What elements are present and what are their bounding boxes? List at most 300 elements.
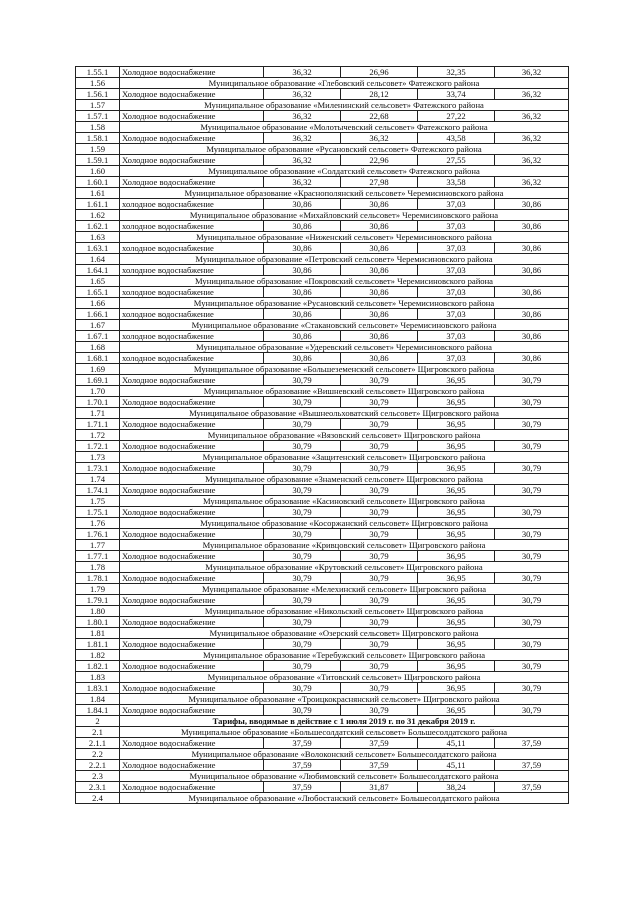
service-name: Холодное водоснабжение: [120, 573, 264, 584]
service-name: Холодное водоснабжение: [120, 375, 264, 386]
tariff-value: 30,79: [495, 419, 569, 430]
tariff-value: 37,59: [341, 760, 418, 771]
tariff-value: 36,95: [418, 397, 495, 408]
tariff-value: 33,74: [418, 89, 495, 100]
row-code: 1.78.1: [76, 573, 120, 584]
service-name: холодное водоснабжение: [120, 199, 264, 210]
service-name: Холодное водоснабжение: [120, 683, 264, 694]
tariff-value: 30,79: [495, 595, 569, 606]
municipality-name: Муниципальное образование «Ниженский сельсовет» Черемисиновского района: [120, 232, 569, 243]
row-code: 1.69: [76, 364, 120, 375]
service-name: Холодное водоснабжение: [120, 441, 264, 452]
tariff-value: 27,55: [418, 155, 495, 166]
municipality-header-row: [76, 122, 569, 133]
tariff-value: 37,59: [264, 782, 341, 793]
municipality-header-row: [76, 672, 569, 683]
tariff-value: 45,11: [418, 738, 495, 749]
municipality-name: Муниципальное образование «Молотычевский сельсовет» Фатежского района: [120, 122, 569, 133]
tariff-row: [76, 573, 569, 584]
row-code: 1.67: [76, 320, 120, 331]
tariff-value: 36,32: [264, 67, 341, 78]
tariff-value: 37,59: [264, 738, 341, 749]
tariff-value: 36,32: [264, 133, 341, 144]
municipality-header-row: [76, 793, 569, 804]
tariff-value: 30,86: [495, 221, 569, 232]
municipality-name: Муниципальное образование «Вязовский сельсовет» Щигровского района: [120, 430, 569, 441]
municipality-name: Муниципальное образование «Косоржанский сельсовет» Щигровского района: [120, 518, 569, 529]
row-code: 1.63.1: [76, 243, 120, 254]
row-code: 1.56: [76, 78, 120, 89]
tariff-value: 36,95: [418, 529, 495, 540]
tariff-row: [76, 177, 569, 188]
tariff-value: 30,86: [495, 309, 569, 320]
municipality-name: Муниципальное образование «Озерский сельсовет» Щигровского района: [120, 628, 569, 639]
tariff-value: 36,32: [495, 67, 569, 78]
row-code: 1.65: [76, 276, 120, 287]
tariff-value: 30,79: [264, 551, 341, 562]
row-code: 1.57: [76, 100, 120, 111]
municipality-header-row: [76, 474, 569, 485]
tariff-value: 30,79: [264, 595, 341, 606]
tariff-row: [76, 738, 569, 749]
tariff-value: 30,79: [495, 507, 569, 518]
municipality-header-row: [76, 364, 569, 375]
tariff-value: 30,79: [495, 463, 569, 474]
service-name: Холодное водоснабжение: [120, 155, 264, 166]
tariff-value: 36,32: [264, 177, 341, 188]
tariff-table: [75, 66, 569, 804]
tariff-value: 30,86: [495, 353, 569, 364]
tariff-value: 30,86: [341, 309, 418, 320]
tariff-row: [76, 760, 569, 771]
service-name: Холодное водоснабжение: [120, 507, 264, 518]
tariff-value: 36,95: [418, 375, 495, 386]
row-code: 1.71.1: [76, 419, 120, 430]
tariff-value: 22,96: [341, 155, 418, 166]
service-name: Холодное водоснабжение: [120, 738, 264, 749]
tariff-value: 37,03: [418, 287, 495, 298]
row-code: 1.70: [76, 386, 120, 397]
row-code: 1.75: [76, 496, 120, 507]
municipality-name: Муниципальное образование «Титовский сельсовет» Щигровского района: [120, 672, 569, 683]
tariff-value: 30,86: [341, 199, 418, 210]
row-code: 1.60.1: [76, 177, 120, 188]
tariff-row: [76, 551, 569, 562]
tariff-row: [76, 221, 569, 232]
tariff-value: 36,32: [341, 133, 418, 144]
row-code: 1.65.1: [76, 287, 120, 298]
municipality-name: Муниципальное образование «Любимовский сельсовет» Большесолдатского района: [120, 771, 569, 782]
tariff-value: 31,87: [341, 782, 418, 793]
tariff-value: 30,79: [264, 507, 341, 518]
row-code: 1.75.1: [76, 507, 120, 518]
municipality-header-row: [76, 320, 569, 331]
tariff-value: 30,79: [264, 617, 341, 628]
tariff-value: 36,95: [418, 639, 495, 650]
municipality-name: Муниципальное образование «Мелехинский сельсовет» Щигровского района: [120, 584, 569, 595]
municipality-header-row: [76, 452, 569, 463]
row-code: 1.79: [76, 584, 120, 595]
tariff-document: [75, 66, 568, 804]
service-name: холодное водоснабжение: [120, 331, 264, 342]
tariff-value: 33,58: [418, 177, 495, 188]
row-code: 1.72: [76, 430, 120, 441]
row-code: 2.3: [76, 771, 120, 782]
service-name: Холодное водоснабжение: [120, 485, 264, 496]
municipality-header-row: [76, 540, 569, 551]
tariff-value: 30,86: [495, 331, 569, 342]
tariff-value: 27,98: [341, 177, 418, 188]
service-name: Холодное водоснабжение: [120, 595, 264, 606]
tariff-value: 37,03: [418, 243, 495, 254]
service-name: Холодное водоснабжение: [120, 397, 264, 408]
row-code: 1.81.1: [76, 639, 120, 650]
municipality-name: Муниципальное образование «Михайловский сельсовет» Черемисиновского района: [120, 210, 569, 221]
tariff-value: 30,79: [341, 661, 418, 672]
municipality-header-row: [76, 298, 569, 309]
tariff-value: 30,79: [341, 617, 418, 628]
tariff-value: 37,03: [418, 199, 495, 210]
row-code: 1.84: [76, 694, 120, 705]
tariff-value: 37,03: [418, 309, 495, 320]
tariff-value: 30,79: [341, 441, 418, 452]
tariff-value: 30,86: [341, 221, 418, 232]
tariff-value: 37,59: [264, 760, 341, 771]
tariff-value: 30,79: [341, 375, 418, 386]
tariff-value: 30,79: [495, 551, 569, 562]
row-code: 1.78: [76, 562, 120, 573]
tariff-value: 30,79: [264, 397, 341, 408]
tariff-value: 30,86: [264, 353, 341, 364]
tariff-value: 30,79: [341, 529, 418, 540]
tariff-value: 30,86: [495, 265, 569, 276]
service-name: холодное водоснабжение: [120, 309, 264, 320]
tariff-value: 37,59: [495, 760, 569, 771]
tariff-value: 30,86: [341, 353, 418, 364]
tariff-row: [76, 485, 569, 496]
service-name: Холодное водоснабжение: [120, 617, 264, 628]
row-code: 1.80.1: [76, 617, 120, 628]
tariff-row: [76, 617, 569, 628]
tariff-value: 30,86: [495, 199, 569, 210]
municipality-header-row: [76, 562, 569, 573]
service-name: Холодное водоснабжение: [120, 67, 264, 78]
row-code: 1.76.1: [76, 529, 120, 540]
municipality-name: Муниципальное образование «Теребужский сельсовет» Щигровского района: [120, 650, 569, 661]
tariff-value: 30,86: [341, 265, 418, 276]
row-code: 1.84.1: [76, 705, 120, 716]
tariff-row: [76, 309, 569, 320]
tariff-value: 36,32: [495, 111, 569, 122]
row-code: 1.57.1: [76, 111, 120, 122]
row-code: 1.62.1: [76, 221, 120, 232]
tariff-row: [76, 155, 569, 166]
row-code: 1.59.1: [76, 155, 120, 166]
tariff-value: 30,79: [341, 595, 418, 606]
municipality-header-row: [76, 430, 569, 441]
row-code: 1.83.1: [76, 683, 120, 694]
tariff-value: 30,79: [264, 661, 341, 672]
municipality-name: Муниципальное образование «Стакановский сельсовет» Черемисиновского района: [120, 320, 569, 331]
service-name: Холодное водоснабжение: [120, 111, 264, 122]
municipality-name: Муниципальное образование «Покровский сельсовет» Черемисиновского района: [120, 276, 569, 287]
tariff-value: 28,12: [341, 89, 418, 100]
section-title: Тарифы, вводимые в действие с 1 июля 2019 г. по 31 декабря 2019 г.: [120, 716, 569, 727]
tariff-row: [76, 661, 569, 672]
tariff-value: 36,32: [264, 111, 341, 122]
tariff-value: 30,79: [264, 419, 341, 430]
row-code: 1.79.1: [76, 595, 120, 606]
municipality-header-row: [76, 584, 569, 595]
row-code: 1.64: [76, 254, 120, 265]
municipality-header-row: [76, 342, 569, 353]
municipality-header-row: [76, 100, 569, 111]
row-code: 2.1: [76, 727, 120, 738]
tariff-value: 30,79: [495, 397, 569, 408]
municipality-name: Муниципальное образование «Миленинский сельсовет» Фатежского района: [120, 100, 569, 111]
tariff-row: [76, 507, 569, 518]
row-code: 1.68: [76, 342, 120, 353]
municipality-header-row: [76, 144, 569, 155]
municipality-header-row: [76, 188, 569, 199]
row-code: 1.60: [76, 166, 120, 177]
service-name: Холодное водоснабжение: [120, 661, 264, 672]
tariff-value: 36,95: [418, 573, 495, 584]
municipality-header-row: [76, 628, 569, 639]
service-name: Холодное водоснабжение: [120, 463, 264, 474]
row-code: 2: [76, 716, 120, 727]
municipality-header-row: [76, 727, 569, 738]
tariff-value: 30,79: [495, 375, 569, 386]
tariff-value: 30,79: [341, 419, 418, 430]
tariff-value: 30,86: [264, 287, 341, 298]
tariff-value: 30,79: [264, 485, 341, 496]
tariff-value: 30,86: [264, 309, 341, 320]
municipality-name: Муниципальное образование «Краснополянский сельсовет» Черемисиновского района: [120, 188, 569, 199]
tariff-value: 30,79: [264, 529, 341, 540]
service-name: Холодное водоснабжение: [120, 419, 264, 430]
municipality-header-row: [76, 408, 569, 419]
row-code: 1.69.1: [76, 375, 120, 386]
tariff-row: [76, 331, 569, 342]
tariff-row: [76, 133, 569, 144]
service-name: Холодное водоснабжение: [120, 89, 264, 100]
tariff-row: [76, 683, 569, 694]
municipality-name: Муниципальное образование «Русановский сельсовет» Фатежского района: [120, 144, 569, 155]
tariff-value: 30,79: [341, 397, 418, 408]
municipality-header-row: [76, 518, 569, 529]
municipality-name: Муниципальное образование «Вышнеольховатский сельсовет» Щигровского района: [120, 408, 569, 419]
service-name: Холодное водоснабжение: [120, 133, 264, 144]
row-code: 1.58.1: [76, 133, 120, 144]
tariff-value: 30,79: [495, 485, 569, 496]
tariff-value: 36,32: [264, 89, 341, 100]
tariff-row: [76, 419, 569, 430]
row-code: 2.2: [76, 749, 120, 760]
row-code: 1.77: [76, 540, 120, 551]
municipality-header-row: [76, 78, 569, 89]
municipality-name: Муниципальное образование «Кривцовский сельсовет» Щигровского района: [120, 540, 569, 551]
tariff-row: [76, 397, 569, 408]
service-name: холодное водоснабжение: [120, 287, 264, 298]
tariff-value: 30,86: [264, 243, 341, 254]
tariff-value: 37,59: [495, 782, 569, 793]
municipality-header-row: [76, 276, 569, 287]
row-code: 2.2.1: [76, 760, 120, 771]
tariff-row: [76, 595, 569, 606]
tariff-value: 36,95: [418, 507, 495, 518]
tariff-value: 30,86: [264, 331, 341, 342]
row-code: 1.59: [76, 144, 120, 155]
tariff-value: 30,79: [495, 683, 569, 694]
row-code: 2.3.1: [76, 782, 120, 793]
row-code: 1.55.1: [76, 67, 120, 78]
tariff-value: 37,59: [341, 738, 418, 749]
row-code: 1.66: [76, 298, 120, 309]
tariff-row: [76, 782, 569, 793]
tariff-row: [76, 441, 569, 452]
municipality-header-row: [76, 254, 569, 265]
tariff-value: 30,86: [264, 199, 341, 210]
municipality-header-row: [76, 232, 569, 243]
municipality-header-row: [76, 694, 569, 705]
tariff-row: [76, 705, 569, 716]
tariff-value: 30,79: [264, 375, 341, 386]
section-header-row: [76, 716, 569, 727]
row-code: 1.56.1: [76, 89, 120, 100]
tariff-value: 30,86: [264, 221, 341, 232]
tariff-row: [76, 463, 569, 474]
row-code: 1.62: [76, 210, 120, 221]
tariff-value: 30,79: [495, 617, 569, 628]
municipality-header-row: [76, 650, 569, 661]
municipality-name: Муниципальное образование «Троицкокраснянский сельсовет» Щигровского района: [120, 694, 569, 705]
tariff-value: 37,03: [418, 265, 495, 276]
tariff-row: [76, 353, 569, 364]
tariff-value: 30,79: [264, 683, 341, 694]
tariff-value: 45,11: [418, 760, 495, 771]
tariff-value: 30,79: [495, 573, 569, 584]
service-name: Холодное водоснабжение: [120, 177, 264, 188]
tariff-value: 30,79: [264, 705, 341, 716]
row-code: 1.83: [76, 672, 120, 683]
tariff-value: 30,79: [495, 661, 569, 672]
service-name: холодное водоснабжение: [120, 265, 264, 276]
tariff-value: 36,95: [418, 705, 495, 716]
tariff-value: 30,79: [341, 485, 418, 496]
tariff-value: 36,32: [264, 155, 341, 166]
municipality-name: Муниципальное образование «Знаменский сельсовет» Щигровского района: [120, 474, 569, 485]
tariff-value: 30,79: [341, 507, 418, 518]
municipality-name: Муниципальное образование «Никольский сельсовет» Щигровского района: [120, 606, 569, 617]
tariff-row: [76, 243, 569, 254]
tariff-row: [76, 287, 569, 298]
tariff-value: 36,32: [495, 177, 569, 188]
tariff-value: 36,95: [418, 463, 495, 474]
tariff-row: [76, 375, 569, 386]
tariff-value: 36,95: [418, 419, 495, 430]
tariff-value: 27,22: [418, 111, 495, 122]
tariff-value: 30,79: [341, 705, 418, 716]
tariff-value: 22,68: [341, 111, 418, 122]
row-code: 1.74: [76, 474, 120, 485]
tariff-row: [76, 529, 569, 540]
service-name: холодное водоснабжение: [120, 243, 264, 254]
tariff-value: 30,79: [495, 441, 569, 452]
service-name: холодное водоснабжение: [120, 221, 264, 232]
municipality-name: Муниципальное образование «Петровский сельсовет» Черемисиновского района: [120, 254, 569, 265]
tariff-row: [76, 89, 569, 100]
tariff-value: 36,32: [495, 89, 569, 100]
municipality-name: Муниципальное образование «Защитенский сельсовет» Щигровского района: [120, 452, 569, 463]
tariff-row: [76, 67, 569, 78]
municipality-name: Муниципальное образование «Удеревский сельсовет» Черемисиновского района: [120, 342, 569, 353]
municipality-header-row: [76, 496, 569, 507]
row-code: 2.4: [76, 793, 120, 804]
tariff-value: 30,79: [264, 573, 341, 584]
row-code: 2.1.1: [76, 738, 120, 749]
municipality-header-row: [76, 166, 569, 177]
tariff-value: 30,79: [341, 551, 418, 562]
row-code: 1.76: [76, 518, 120, 529]
row-code: 1.61.1: [76, 199, 120, 210]
tariff-row: [76, 111, 569, 122]
tariff-row: [76, 265, 569, 276]
tariff-value: 30,79: [341, 639, 418, 650]
tariff-value: 36,95: [418, 595, 495, 606]
row-code: 1.82: [76, 650, 120, 661]
row-code: 1.61: [76, 188, 120, 199]
tariff-value: 30,79: [264, 639, 341, 650]
row-code: 1.58: [76, 122, 120, 133]
service-name: Холодное водоснабжение: [120, 782, 264, 793]
municipality-header-row: [76, 386, 569, 397]
row-code: 1.71: [76, 408, 120, 419]
tariff-value: 30,79: [341, 573, 418, 584]
municipality-name: Муниципальное образование «Солдатский сельсовет» Фатежского района: [120, 166, 569, 177]
municipality-name: Муниципальное образование «Вишневский сельсовет» Щигровского района: [120, 386, 569, 397]
municipality-name: Муниципальное образование «Большесолдатский сельсовет» Большесолдатского района: [120, 727, 569, 738]
municipality-name: Муниципальное образование «Крутовский сельсовет» Щигровского района: [120, 562, 569, 573]
tariff-value: 36,32: [495, 133, 569, 144]
tariff-row: [76, 199, 569, 210]
service-name: холодное водоснабжение: [120, 353, 264, 364]
municipality-name: Муниципальное образование «Волоконский сельсовет» Большесолдатского района: [120, 749, 569, 760]
municipality-name: Муниципальное образование «Касиновский сельсовет» Щигровского района: [120, 496, 569, 507]
tariff-value: 30,86: [495, 243, 569, 254]
tariff-value: 36,95: [418, 485, 495, 496]
municipality-header-row: [76, 210, 569, 221]
row-code: 1.70.1: [76, 397, 120, 408]
tariff-value: 30,79: [341, 683, 418, 694]
tariff-value: 30,79: [264, 441, 341, 452]
tariff-value: 30,79: [341, 463, 418, 474]
row-code: 1.66.1: [76, 309, 120, 320]
tariff-value: 36,95: [418, 683, 495, 694]
municipality-name: Муниципальное образование «Русановский сельсовет» Черемисиновского района: [120, 298, 569, 309]
tariff-value: 37,03: [418, 221, 495, 232]
row-code: 1.82.1: [76, 661, 120, 672]
tariff-value: 30,86: [495, 287, 569, 298]
municipality-name: Муниципальное образование «Любостанский сельсовет» Большесолдатского района: [120, 793, 569, 804]
tariff-value: 30,79: [495, 705, 569, 716]
row-code: 1.81: [76, 628, 120, 639]
tariff-value: 30,86: [341, 331, 418, 342]
row-code: 1.64.1: [76, 265, 120, 276]
tariff-value: 36,95: [418, 617, 495, 628]
service-name: Холодное водоснабжение: [120, 529, 264, 540]
service-name: Холодное водоснабжение: [120, 551, 264, 562]
